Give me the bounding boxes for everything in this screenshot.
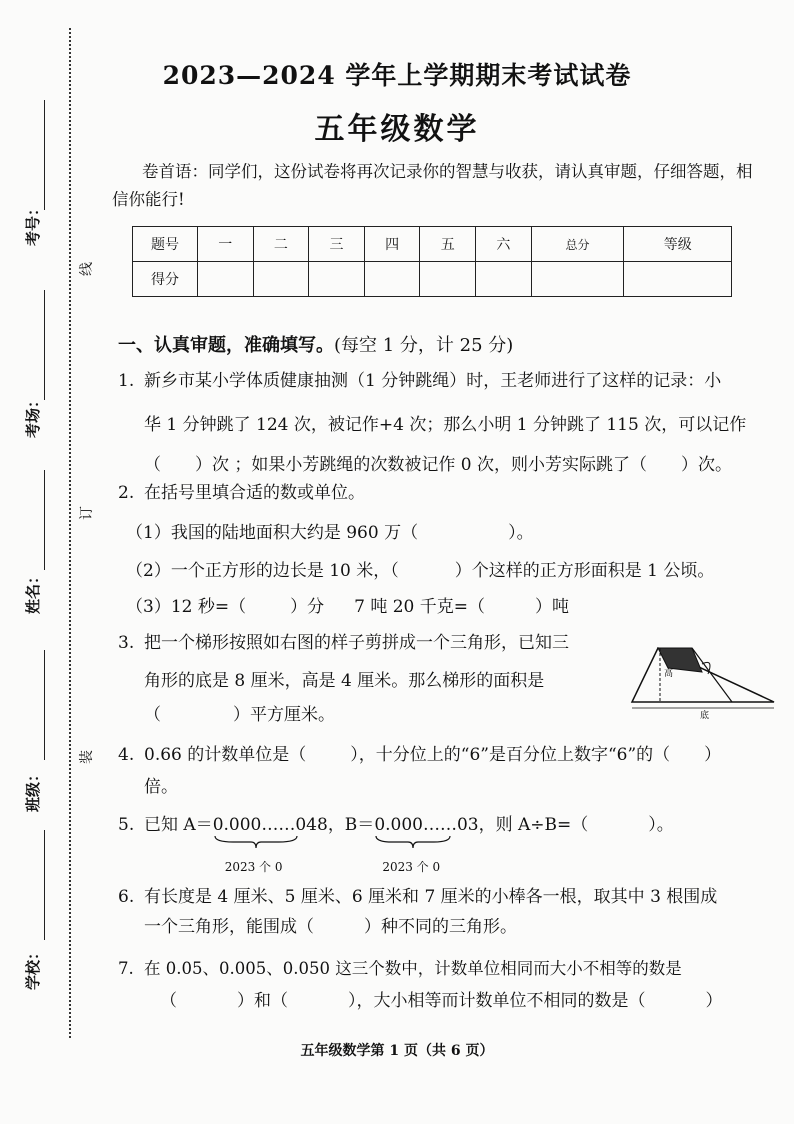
question-2-sub-1 — [126, 518, 534, 548]
trapezoid-right-edge — [692, 648, 732, 702]
score-table-score-row — [133, 262, 732, 297]
page-footer: 五年级数学第 1 页（共 6 页） — [300, 1043, 494, 1059]
score-col-4: 四 — [364, 227, 420, 262]
question-number-label: 题号 — [133, 227, 198, 262]
q4-text-2: ），十分位上的“6”是百分位上数字“6”的（ — [350, 745, 671, 765]
paren-open: （ — [160, 991, 177, 1011]
score-col-1: 一 — [198, 227, 254, 262]
section-1-note: (每空 1 分，计 25 分) — [334, 335, 514, 356]
score-cell[interactable] — [531, 262, 624, 297]
question-2-stem: 在括号里填合适的数或单位。 — [144, 483, 365, 503]
section-1-title: 一、认真审题，准确填写。 — [118, 335, 334, 356]
question-5 — [118, 810, 674, 874]
exam-title: 2023—2024 学年上学期期末考试试卷 — [162, 61, 632, 90]
score-col-6: 六 — [476, 227, 532, 262]
q2-s1-text: （1）我国的陆地面积大约是 960 万（ — [126, 523, 419, 543]
question-3-unit: ）平方厘米。 — [233, 705, 335, 725]
q2-s3-unit-2: ）吨 — [535, 597, 570, 617]
paren-close: ）次。 — [681, 455, 733, 475]
q2-s1-close: ）。 — [508, 523, 534, 543]
score-col-3: 三 — [309, 227, 365, 262]
exam-room-label: 考场： — [24, 392, 42, 438]
score-col-total: 总分 — [531, 227, 624, 262]
score-col-2: 二 — [253, 227, 309, 262]
question-7-line-2 — [160, 986, 723, 1016]
question-3 — [118, 628, 569, 658]
question-4-number: 4. — [118, 745, 135, 765]
q5-a-value-wrap — [212, 810, 328, 874]
name-label: 姓名： — [24, 568, 42, 614]
preface-text: 卷首语：同学们，这份试卷将再次记录你的智慧与收获，请认真审题，仔细答题，相信你能行! — [112, 162, 753, 209]
question-2-sub-2 — [126, 556, 714, 586]
q5-b-value: 0.000……03 — [374, 815, 479, 835]
q4-close: ） — [704, 745, 722, 765]
question-7-number: 7. — [118, 959, 134, 978]
score-table — [132, 226, 732, 297]
score-cell[interactable] — [198, 262, 254, 297]
q4-text-1: 0.66 的计数单位是（ — [144, 745, 307, 765]
base-label: 底 — [700, 711, 710, 720]
q5-b-brace-label: 2023 个 0 — [382, 860, 441, 874]
triangle-outline — [632, 648, 774, 702]
question-3-line-2: 角形的底是 8 厘米，高是 4 厘米。那么梯形的面积是 — [144, 671, 545, 691]
exam-subject: 五年级数学 — [314, 112, 480, 147]
class-line[interactable] — [44, 650, 45, 760]
binding-dotted-line — [69, 28, 71, 1038]
trapezoid-triangle-figure — [628, 642, 778, 720]
question-2 — [118, 478, 365, 508]
cut-mark-bind: 订 — [79, 506, 95, 520]
q5-b-value-wrap — [374, 810, 479, 874]
q5-a-prefix: 已知 A＝ — [144, 815, 213, 835]
question-2-sub-3 — [126, 592, 569, 622]
score-cell[interactable] — [253, 262, 309, 297]
cut-mark-line: 线 — [79, 262, 95, 276]
question-1-number: 1. — [118, 371, 135, 391]
q2-s2-close: ）个这样的正方形面积是 1 公顷。 — [454, 561, 715, 581]
question-5-number: 5. — [118, 815, 135, 835]
q5-post: ，则 A÷B=（ — [478, 815, 589, 835]
score-table-header-row — [133, 227, 732, 262]
q5-a-brace-label: 2023 个 0 — [224, 860, 283, 874]
q2-s2-text: （2）一个正方形的边长是 10 米，（ — [126, 561, 399, 581]
paren-open: （ — [144, 455, 161, 475]
score-cell[interactable] — [364, 262, 420, 297]
question-1-text: ）次 ；如果小芳跳绳的次数被记作 0 次，则小芳实际跳了（ — [195, 455, 648, 475]
question-6-line-1: 有长度是 4 厘米、5 厘米、6 厘米和 7 厘米的小棒各一根，取其中 3 根围成 — [144, 887, 718, 907]
school-line[interactable] — [44, 830, 45, 940]
question-3-line-1: 把一个梯形按照如右图的样子剪拼成一个三角形，已知三 — [144, 633, 569, 653]
class-label: 班级： — [24, 766, 42, 812]
q2-s3-text-2: 7 吨 20 千克=（ — [354, 597, 486, 617]
score-cell[interactable] — [309, 262, 365, 297]
q5-a-brace — [213, 834, 299, 850]
question-7-line-1: 在 0.05、0.005、0.050 这三个数中，计数单位相同而大小不相等的数是 — [144, 959, 682, 978]
q2-s3-unit: ）分 — [290, 597, 325, 617]
question-3-line-3 — [144, 700, 335, 730]
question-1-line-2: 华 1 分钟跳了 124 次，被记作+4 次；那么小明 1 分钟跳了 115 次，可以记作 — [144, 415, 747, 435]
paren-open: （ — [144, 705, 161, 725]
question-1-line-1: 新乡市某小学体质健康抽测（1 分钟跳绳）时，王老师进行了这样的记录：小 — [144, 371, 722, 391]
q6-text: 一个三角形，能围成（ — [144, 917, 314, 937]
q2-s3-text: （3）12 秒=（ — [126, 597, 247, 617]
question-1-line-3 — [144, 450, 732, 480]
q7-text: ），大小相等而计数单位不相同的数是（ — [348, 991, 646, 1011]
q5-end: ）。 — [648, 815, 674, 835]
name-line[interactable] — [44, 470, 45, 570]
question-7 — [118, 954, 682, 984]
exam-number-label: 考号： — [24, 200, 42, 246]
score-cell[interactable] — [420, 262, 476, 297]
question-2-number: 2. — [118, 483, 135, 503]
question-1 — [118, 366, 721, 396]
question-4 — [118, 740, 721, 770]
question-3-number: 3. — [118, 633, 135, 653]
question-6-number: 6. — [118, 887, 135, 907]
score-label: 得分 — [133, 262, 198, 297]
q6-text-2: ）种不同的三角形。 — [364, 917, 517, 937]
q7-and: ）和（ — [237, 991, 288, 1011]
q5-mid: ，B＝ — [327, 815, 375, 835]
question-4-line-2: 倍。 — [144, 777, 178, 797]
school-label: 学校： — [24, 944, 42, 990]
score-col-grade: 等级 — [624, 227, 732, 262]
question-6-line-2 — [144, 912, 517, 942]
section-1-heading — [118, 331, 513, 357]
score-cell[interactable] — [476, 262, 532, 297]
cut-mark-mount: 装 — [79, 750, 95, 764]
exam-room-line[interactable] — [44, 290, 45, 400]
score-col-5: 五 — [420, 227, 476, 262]
height-label: 高 — [664, 669, 674, 679]
score-cell[interactable] — [624, 262, 732, 297]
q5-a-value: 0.000……048 — [212, 815, 328, 835]
question-6 — [118, 882, 717, 912]
q5-b-brace — [374, 834, 452, 850]
paren-close: ） — [705, 991, 723, 1011]
